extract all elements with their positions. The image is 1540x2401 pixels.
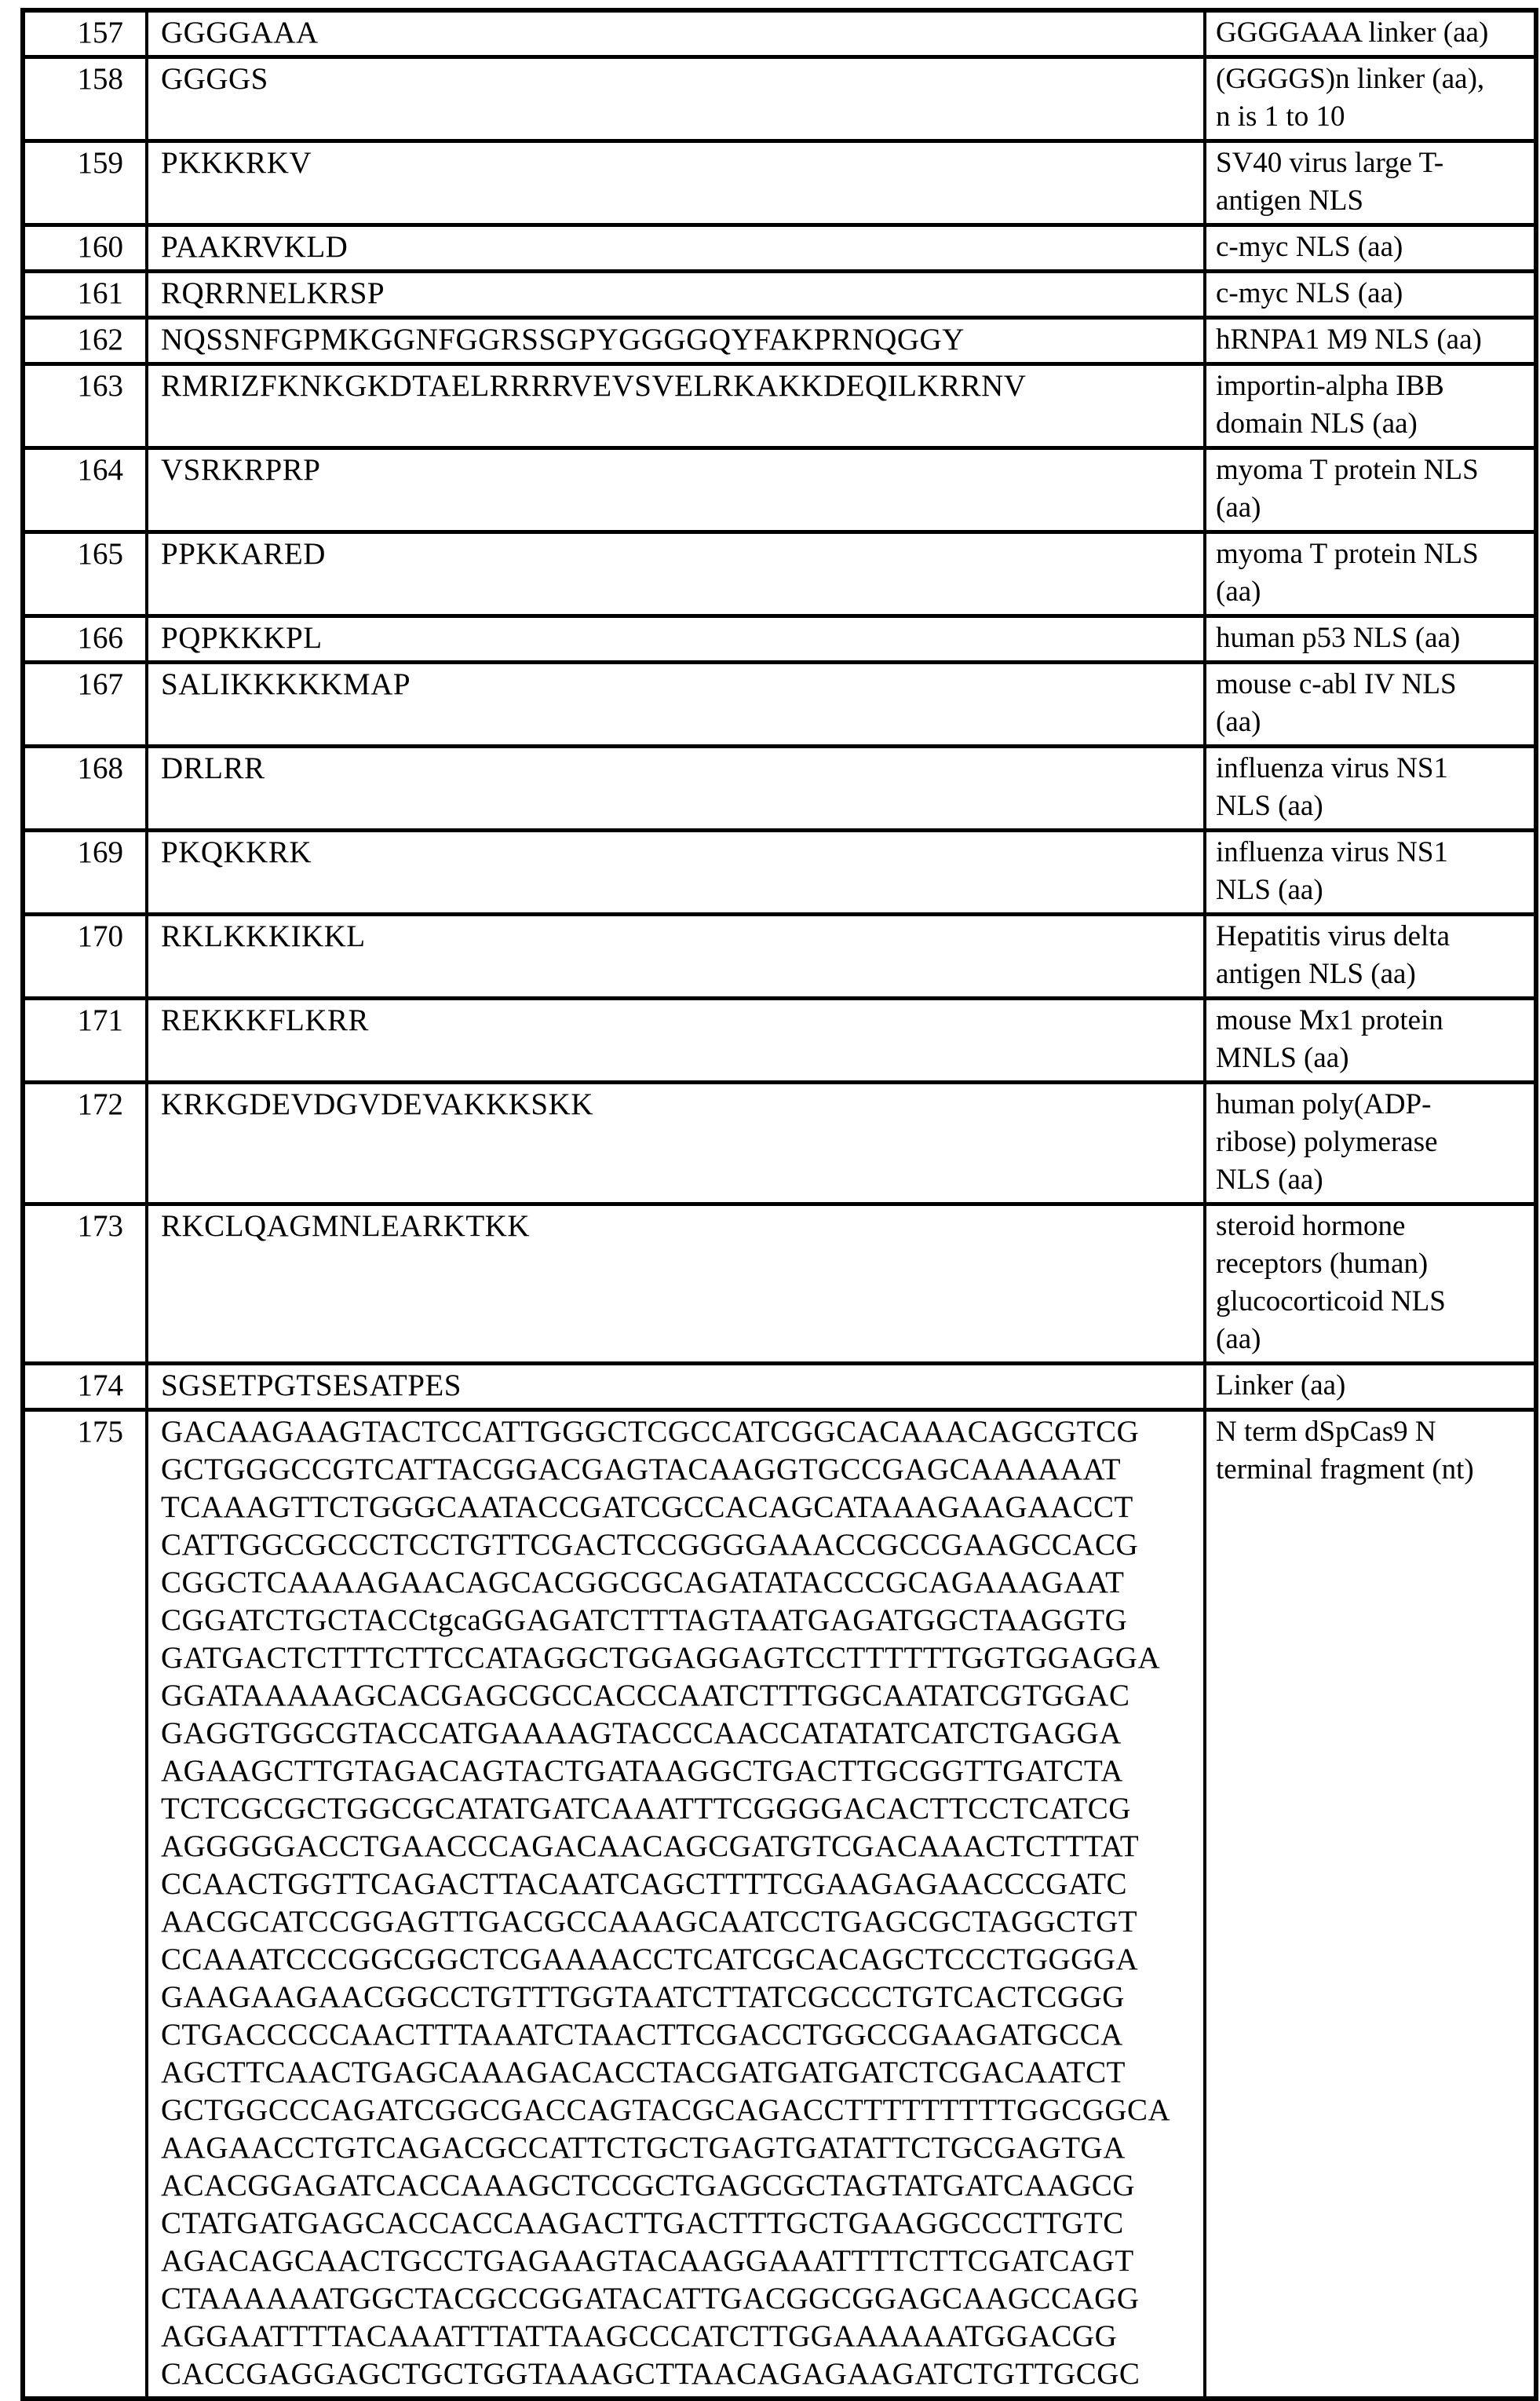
table-row — [23, 10, 1536, 57]
sequence-cell: RKLKKKIKKL — [147, 915, 1205, 999]
description-cell: steroid hormone receptors (human) glucocorticoid NLS (aa) — [1205, 1204, 1536, 1364]
seq-id-cell: 168 — [23, 747, 147, 831]
seq-id-cell: 164 — [23, 448, 147, 532]
sequence-cell: RMRIZFKNKGKDTAELRRRRVEVSVELRKAKKDEQILKRRNV — [147, 364, 1205, 448]
description-cell: myoma T protein NLS (aa) — [1205, 448, 1536, 532]
sequence-cell: VSRKRPRP — [147, 448, 1205, 532]
description-cell: Linker (aa) — [1205, 1364, 1536, 1410]
description-cell: N term dSpCas9 N terminal fragment (nt) — [1205, 1410, 1536, 2399]
seq-id-cell: 173 — [23, 1204, 147, 1364]
seq-id-cell: 162 — [23, 318, 147, 364]
description-cell: myoma T protein NLS (aa) — [1205, 532, 1536, 616]
description-cell: human p53 NLS (aa) — [1205, 616, 1536, 663]
description-cell: human poly(ADP- ribose) polymerase NLS (aa) — [1205, 1083, 1536, 1204]
description-cell: mouse Mx1 protein MNLS (aa) — [1205, 999, 1536, 1083]
description-cell: hRNPA1 M9 NLS (aa) — [1205, 318, 1536, 364]
sequence-cell: DRLRR — [147, 747, 1205, 831]
seq-id-cell: 174 — [23, 1364, 147, 1410]
table-row — [23, 141, 1536, 225]
table-row — [23, 663, 1536, 747]
sequence-listing-table — [20, 8, 1538, 2401]
sequence-cell: REKKKFLKRR — [147, 999, 1205, 1083]
sequence-cell: GACAAGAAGTACTCCATTGGGCTCGCCATCGGCACAAACAGCGTCG GCTGGGCCGTCATTACGGACGAGTACAAGGTGCCGAGCAAAAAAT TCAAAGTTCTGGGCAATACCGATCGCCACAGCATAAAGAAGAACCT CATTGGCGCCCTCCTGTTCGACTCCGGGGAAACCGCCGAAGCCACG CGGCTCAAAAGAACAGCACGGCGCAGATATACCCGCAGAAAGAAT CGGATCTGCTACCtgcaGGAGATCTTTAGTAATGAGATGGCTAAGGTG GATGACTCTTTCTTCCATAGGCTGGAGGAGTCCTTTTTTGGTGGAGGA GGATAAAAAGCACGAGCGCCACCCAATCTTTGGCAATATCGTGGAC GAGGTGGCGTACCATGAAAAGTACCCAACCATATATCATCTGAGGA AGAAGCTTGTAGACAGTACTGATAAGGCTGACTTGCGGTTGATCTA TCTCGCGCTGGCGCATATGATCAAATTTCGGGGACACTTCCTCATCG AGGGGGACCTGAACCCAGACAACAGCGATGTCGACAAACTCTTTAT CCAACTGGTTCAGACTTACAATCAGCTTTTCGAAGAGAACCCGATC AACGCATCCGGAGTTGACGCCAAAGCAATCCTGAGCGCTAGGCTGT CCAAATCCCGGCGGCTCGAAAACCTCATCGCACAGCTCCCTGGGGA GAAGAAGAACGGCCTGTTTGGTAATCTTATCGCCCTGTCACTCGGG CTGACCCCCAACTTTAAATCTAACTTCGACCTGGCCGAAGATGCCA AGCTTCAACTGAGCAAAGACACCTACGATGATGATCTCGACAATCT GCTGGCCCAGATCGGCGACCAGTACGCAGACCTTTTTTTTTGGCGGCA AAGAACCTGTCAGACGCCATTCTGCTGAGTGATATTCTGCGAGTGA ACACGGAGATCACCAAAGCTCCGCTGAGCGCTAGTATGATCAAGCG CTATGATGAGCACCACCAAGACTTGACTTTGCTGAAGGCCCTTGTC AGACAGCAACTGCCTGAGAAGTACAAGGAAATTTTCTTCGATCAGT CTAAAAAATGGCTACGCCGGATACATTGACGGCGGAGCAAGCCAGG AGGAATTTTACAAATTTATTAAGCCCATCTTGGAAAAAATGGACGG CACCGAGGAGCTGCTGGTAAAGCTTAACAGAGAAGATCTGTTGCGC — [147, 1410, 1205, 2399]
seq-id-cell: 172 — [23, 1083, 147, 1204]
description-cell: SV40 virus large T- antigen NLS — [1205, 141, 1536, 225]
seq-id-cell: 170 — [23, 915, 147, 999]
description-cell: c-myc NLS (aa) — [1205, 272, 1536, 318]
seq-id-cell: 157 — [23, 10, 147, 57]
seq-id-cell: 159 — [23, 141, 147, 225]
table-row — [23, 448, 1536, 532]
description-cell: mouse c-abl IV NLS (aa) — [1205, 663, 1536, 747]
description-cell: GGGGAAA linker (aa) — [1205, 10, 1536, 57]
table-row — [23, 747, 1536, 831]
table-row — [23, 1204, 1536, 1364]
seq-id-cell: 160 — [23, 225, 147, 272]
description-cell: importin-alpha IBB domain NLS (aa) — [1205, 364, 1536, 448]
table-row — [23, 1083, 1536, 1204]
description-cell: influenza virus NS1 NLS (aa) — [1205, 747, 1536, 831]
sequence-cell: KRKGDEVDGVDEVAKKKSKK — [147, 1083, 1205, 1204]
sequence-cell: RQRRNELKRSP — [147, 272, 1205, 318]
sequence-cell: PKKKRKV — [147, 141, 1205, 225]
description-cell: (GGGGS)n linker (aa), n is 1 to 10 — [1205, 57, 1536, 141]
description-cell: c-myc NLS (aa) — [1205, 225, 1536, 272]
table-row — [23, 999, 1536, 1083]
sequence-cell: SGSETPGTSESATPES — [147, 1364, 1205, 1410]
seq-id-cell: 161 — [23, 272, 147, 318]
table-row — [23, 1410, 1536, 2399]
seq-id-cell: 171 — [23, 999, 147, 1083]
description-cell: influenza virus NS1 NLS (aa) — [1205, 831, 1536, 915]
seq-id-cell: 169 — [23, 831, 147, 915]
seq-id-cell: 167 — [23, 663, 147, 747]
table-body — [23, 10, 1536, 2399]
table-row — [23, 532, 1536, 616]
sequence-cell: PQPKKKPL — [147, 616, 1205, 663]
sequence-cell: PAAKRVKLD — [147, 225, 1205, 272]
sequence-cell: GGGGS — [147, 57, 1205, 141]
sequence-cell: GGGGAAA — [147, 10, 1205, 57]
table-row — [23, 225, 1536, 272]
seq-id-cell: 163 — [23, 364, 147, 448]
table-row — [23, 616, 1536, 663]
seq-id-cell: 158 — [23, 57, 147, 141]
description-cell: Hepatitis virus delta antigen NLS (aa) — [1205, 915, 1536, 999]
table-row — [23, 272, 1536, 318]
table-row — [23, 318, 1536, 364]
sequence-cell: NQSSNFGPMKGGNFGGRSSGPYGGGGQYFAKPRNQGGY — [147, 318, 1205, 364]
sequence-cell: SALIKKKKKMAP — [147, 663, 1205, 747]
seq-id-cell: 165 — [23, 532, 147, 616]
table-row — [23, 57, 1536, 141]
sequence-cell: RKCLQAGMNLEARKTKK — [147, 1204, 1205, 1364]
sequence-cell: PKQKKRK — [147, 831, 1205, 915]
table-row — [23, 831, 1536, 915]
table-row — [23, 364, 1536, 448]
sequence-cell: PPKKARED — [147, 532, 1205, 616]
table-row — [23, 915, 1536, 999]
table-row — [23, 1364, 1536, 1410]
seq-id-cell: 175 — [23, 1410, 147, 2399]
seq-id-cell: 166 — [23, 616, 147, 663]
